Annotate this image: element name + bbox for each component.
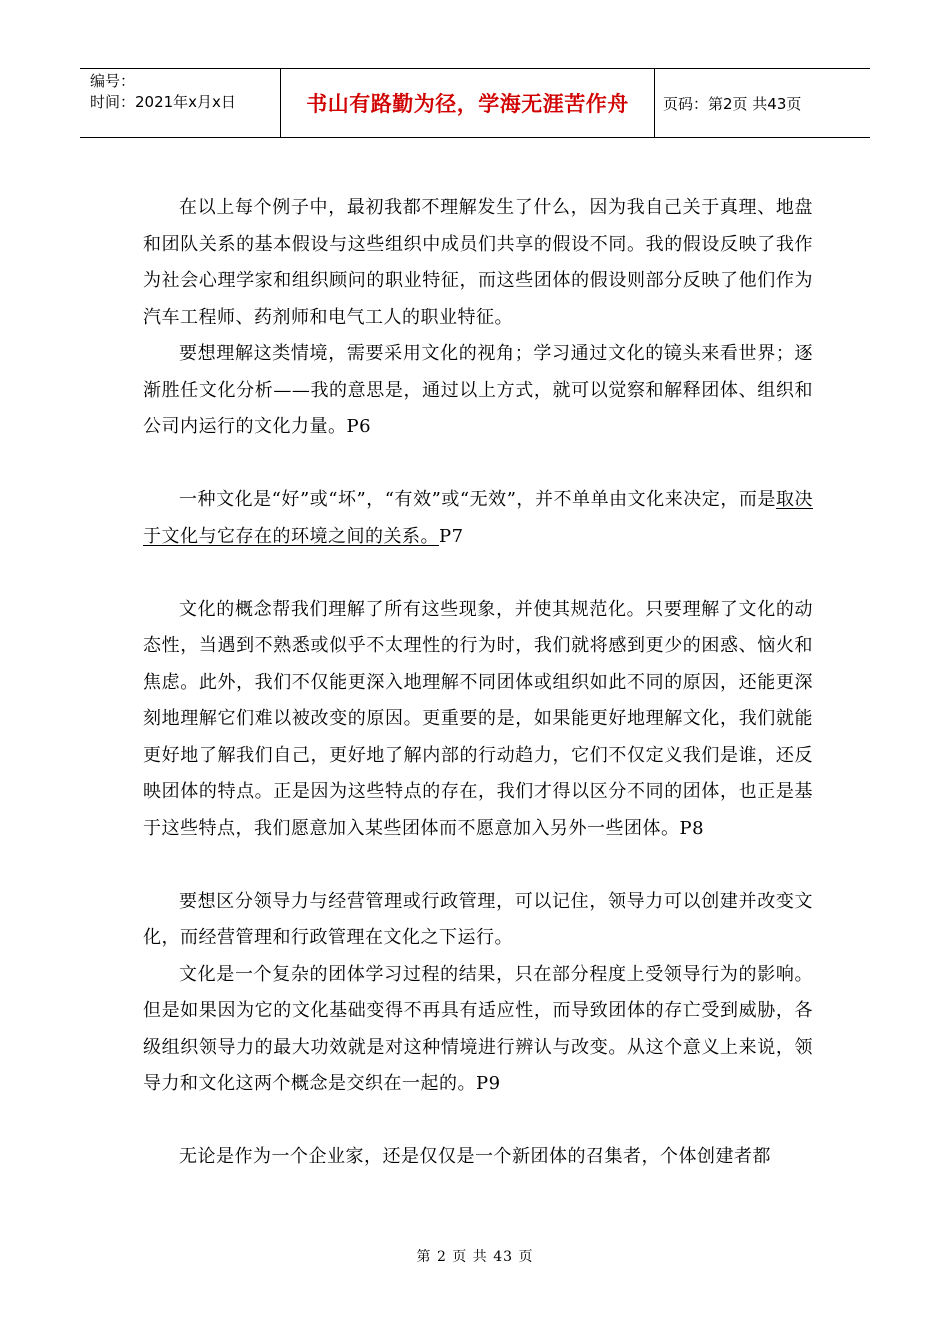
page-header <box>80 68 870 138</box>
header-motto: 书山有路勤为径，学海无涯苦作舟 <box>281 69 655 137</box>
paragraph-3 <box>143 482 813 555</box>
page-reference: P7 <box>439 525 464 547</box>
document-body <box>143 190 813 1176</box>
paragraph-3-text: 一种文化是“好”或“坏”，“有效”或“无效”，并不单单由文化来决定，而是 <box>179 489 776 510</box>
paragraph-gap <box>143 1103 813 1140</box>
paragraph-gap <box>143 555 813 592</box>
header-meta <box>80 69 281 137</box>
paragraph-gap <box>143 446 813 483</box>
paragraph-gap <box>143 847 813 884</box>
document-date-label: 时间：2021年x月x日 <box>90 93 236 111</box>
document-number-label: 编号： <box>90 72 136 90</box>
paragraph-4: 文化的概念帮我们理解了所有这些现象，并使其规范化。只要理解了文化的动态性，当遇到不熟悉或似乎不太理性的行为时，我们就将感到更少的困惑、恼火和焦虑。此外，我们不仅能更深入地理解不同团体或组织如此不同的原因，还能更深刻地理解它们难以被改变的原因。更重要的是，如果能更好地理解文化，我们就能更好地了解我们自己，更好地了解内部的行动趋力，它们不仅定义我们是谁，还反映团体的特点。正是因为这些特点的存在，我们才得以区分不同的团体，也正是基于这些特点，我们愿意加入某些团体而不愿意加入另外一些团体。P8 <box>143 598 813 839</box>
paragraph-5: 要想区分领导力与经营管理或行政管理，可以记住，领导力可以创建并改变文化，而经营管理和行政管理在文化之下运行。 <box>143 890 813 948</box>
paragraph-6: 文化是一个复杂的团体学习过程的结果，只在部分程度上受领导行为的影响。但是如果因为它的文化基础变得不再具有适应性，而导致团体的存亡受到威胁，各级组织领导力的最大功效就是对这种情境进行辨认与改变。从这个意义上来说，领导力和文化这两个概念是交织在一起的。P9 <box>143 963 813 1094</box>
paragraph-1: 在以上每个例子中，最初我都不理解发生了什么，因为我自己关于真理、地盘和团队关系的基本假设与这些组织中成员们共享的假设不同。我的假设反映了我作为社会心理学家和组织顾问的职业特征，而这些团体的假设则部分反映了他们作为汽车工程师、药剂师和电气工人的职业特征。 <box>143 197 813 328</box>
paragraph-2: 要想理解这类情境，需要采用文化的视角；学习通过文化的镜头来看世界；逐渐胜任文化分析——我的意思是，通过以上方式，就可以觉察和解释团体、组织和公司内运行的文化力量。P6 <box>143 343 813 437</box>
paragraph-7: 无论是作为一个企业家，还是仅仅是一个新团体的召集者，个体创建者都 <box>179 1146 771 1167</box>
header-page-number: 页码：第2页 共43页 <box>663 94 802 113</box>
underlined-phrase: 取决于文化与它存在的环境之间的关系。 <box>143 489 813 547</box>
page-footer: 第 2 页 共 43 页 <box>416 1249 534 1265</box>
